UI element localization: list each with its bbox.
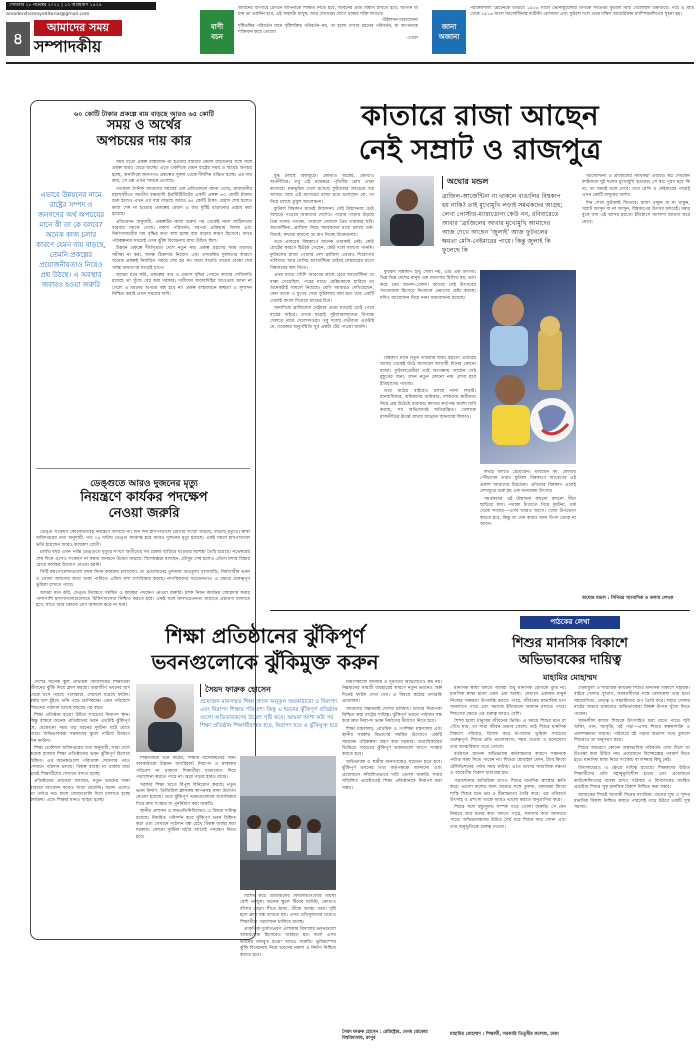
qatar-paragraph: দিন শেষে ফুটবলই জিতবে। রাজা থাকুন বা না থাকুন, সম্রাট আসুন বা না আসুন, বিশ্বকাপের উৎসব চলবেই। মরুর বুকে বসা এই আসর হয়তো ইতিহাসে আলাদা জায়গা করে নেবে। <box>582 200 690 225</box>
reader-paragraph: বর্তমানে অনেক অভিভাবক কর্মব্যস্ততার কারণে সন্তানকে পর্যাপ্ত সময় দিতে পারেন না। শিশুরা মোবাইল ফোন, ট্যাব কিংবা টেলিভিশনের পর্দায় সময় কাটায়। এতে তাদের সামাজিক দক্ষতা ও আবেগীয় বিকাশ বাধাগ্রস্ত হয়। <box>450 752 566 777</box>
education-headline-2: ভবনগুলোকে ঝুঁকিমুক্ত করুন <box>151 650 379 674</box>
qatar-paragraph: ফুটবল বিশ্বকাপ মানেই উন্মাদনা। সেই উন্মাদনার ঢেউ আছড়ে পড়েছে আমাদের দেশেও। পাড়ায় পাড়ায় উড়ছে প্রিয় দলের পতাকা, দেয়ালে দেয়ালে প্রিয় তারকার ছবি। আর্জেন্টিনা, ব্রাজিল নিয়ে সমর্থকদের মধ্যে চলছে তর্ক-বিতর্ক, কখনো কখনো তা রূপ নিচ্ছে উত্তেজনায়। <box>270 207 374 238</box>
editorial-2-subhead-3: নেওয়া জরুরি <box>108 506 180 521</box>
quote-bani-bachan <box>238 6 418 58</box>
editorial-email: amadershomoyeditorial@gmail.com <box>6 12 90 17</box>
editorial-1-subhead-2: অপচয়ের দায় কার <box>96 134 192 149</box>
education-paragraph: দেশের অনেক স্কুল প্রাথমিক বিদ্যালয়ের শিক্ষার্থীরা জীবনের ঝুঁকি নিয়ে ক্লাস করছে। জরাজীর্ণ ভবনের ছাদ থেকে খসে পড়ছে পলেস্তারা, দেয়ালে ধরেছে ফাটল। বর্ষায় ছাদ চুঁইয়ে পানি পড়ে শ্রেণিকক্ষে। এমন পরিবেশে শিশুদের পাঠদান চলছে বছরের পর বছর। <box>30 680 130 711</box>
page-number: ৪ <box>6 22 30 56</box>
education-paragraph: শিক্ষাবিদরা মনে করেন, শিক্ষার মানোন্নয়নের জন্য অবকাঠামো উন্নয়ন অপরিহার্য। নিরাপদ ও স্বাস্থ্যকর পরিবেশ না থাকলে শিক্ষার্থীরা মনোযোগ দিয়ে পড়াশোনা করতে পারে না। ঝরে পড়ার হারও বাড়ে। <box>136 756 236 781</box>
education-paragraph: আমাদের সন্তানরাই দেশের ভবিষ্যৎ। তাদের নিরাপত্তা নিশ্চিত করা রাষ্ট্রের দায়িত্ব। ঝুঁকিপূর্ণ ভবনে পাঠদান বন্ধ করে দ্রুত নিরাপদ ভবন নির্মাণের উদ্যোগ নিতে হবে। <box>342 706 442 725</box>
qatar-paragraph: তবে এবারের বিশ্বকাপে অনেক তারকাই নেই। কেউ চোটের কারণে ছিটকে গেছেন, কেউ দলে জায়গা পাননি। ফুটবলের রাজা পেলের দেশ ব্রাজিল এবারও শিরোপার দাবিদার। আর মেসির আর্জেন্টিনা চাইছে শেষবারের মতো বিশ্বজয়ের স্বাদ নিতে। <box>270 240 374 271</box>
education-author-note: সৈয়দ ফারুক হোসেন : রেজিস্ট্রার, বেগম রোকেয়া বিশ্ববিদ্যালয়, রংপুর <box>342 1030 428 1041</box>
qatar-body-col-5 <box>582 174 690 594</box>
qatar-paragraph: যুদ্ধ চলছে বিশ্বজুড়ে। কোথাও অস্ত্রের, কোথাও অর্থনীতির। তবু এই নভেম্বরে পৃথিবীর চোখ এখন কাতারে। মরুভূমির দেশে বসেছে ফুটবলের সবচেয়ে বড় আসর। আর এই আসরের রাজা হতে চলেছেন কে, তা নিয়ে চলছে তুমুল আলোচনা। <box>270 174 374 205</box>
reader-headline-2: অভিভাবকের দায়িত্ব <box>518 653 622 668</box>
qatar-headline-1: কাতারে রাজা আছেন <box>361 99 599 132</box>
reader-body-col-2 <box>574 686 690 1030</box>
quote-1-author: -উইলসন মারাজোনা <box>381 18 418 23</box>
reader-paragraph: শিশুর সঙ্গে বন্ধুসুলভ সম্পর্ক গড়ে তোলা জরুরি। সে যেন নির্ভয়ে তার মনের কথা বলতে পারে, সমস্যার কথা জানাতে পারে। অভিভাবকদের উচিত ধৈর্য ধরে শিশুর কথা শোনা এবং তার অনুভূতিকে গুরুত্ব দেওয়া। <box>450 805 566 830</box>
editorial-1-pull-quote: এভাবে উন্নয়নের নামে রাষ্ট্রের সম্পদ ও জনগণের অর্থ অপচয়ের মানে কী তা কে বলবে? অনেক কাজ চলার কারণে যেমন ব্যয় বাড়ছে, তেমনি প্রকল্পের প্রয়োজনীয়তাও নিয়েও প্রশ্ন উঠছে। এ অবস্থার জবাবও হওয়া জরুরি <box>36 191 106 289</box>
education-body-col-4 <box>342 680 442 1040</box>
qatar-paragraph: ফুটবল বিশ্বকাপ শুধু খেলা নয়, এটি এক উৎসব। ভিন্ন ভিন্ন দেশের মানুষ এক জায়গায় মিলিত হয়, ভাগ করে নেয় আনন্দ-বেদনা। কাতার সেই উৎসবের আয়োজক হিসেবে নিজেকে প্রমাণের চেষ্টা করছে। যদিও আয়োজন নিয়ে নানা সমালোচনা রয়েছে। <box>380 270 476 301</box>
editorial-1-paragraph: গতকাল দৈনিক আমাদের সময়ের এক প্রতিবেদনে জানা গেছে, রাজধানীর মহাখালীতে জাতীয় বক্ষব্যাধি ইনস্টিটিউটের একটি প্রকল্প ৬০ কোটি টাকায় শুরু হলেও এখন এর ব্যয় বাড়ছে আরও ৬৫ কোটি টাকা। মেয়াদ শেষ হলেও কাজ শেষ না হওয়ায় প্রকল্পের মেয়াদ ও ব্যয় দুটিই বাড়ানোর প্রস্তাব করা হয়েছে। <box>112 186 252 218</box>
portrait-icon <box>136 684 194 752</box>
qatar-pull-quote: ব্রাজিল-আর্জেন্টিনা না থাকলে বাঙালির বিশ্বকাপ হয় নাকি? তাই মুখোমুখি লড়াই সমর্থকদের আগ্রহ; লেখা পোস্টার-ম্যারাডোনা কেউ নন, রবিবারেতে আবার ‘ব্রাজিলের আবার মুখোমুখি আমাদের আজ দেখে আছেন ‘জুলাই’ আজ ফুটবলের ক্ষমতা মেসি-নেইমারের পায়ে। কিন্তু জুলাই কি ফুলেছে কি <box>442 193 563 254</box>
editorial-divider <box>36 468 250 469</box>
reader-paragraph: বিদ্যালয়েরও এ ক্ষেত্রে দায়িত্ব রয়েছে। শিক্ষকদের উচিত শিক্ষার্থীদের প্রতি সহানুভূতিশীল হওয়া এবং প্রয়োজনে কাউন্সেলিংয়ের ব্যবস্থা রাখা। পরিবার ও বিদ্যালয়ের সমন্বিত প্রচেষ্টায় শিশুর সুস্থ মানসিক বিকাশ নিশ্চিত করা সম্ভব। <box>574 765 690 791</box>
education-paragraph: নির্মাণকাজে অনিয়ম ও দুর্নীতির অভিযোগও কম নয়। নিম্নমানের সামগ্রী ব্যবহারের কারণে নতুন ভবনেও অল্প দিনেই ফাটল দেখা দেয়। এ বিষয়ে কঠোর তদারকি প্রয়োজন। <box>342 680 442 705</box>
education-author-name: সৈয়দ ফারুক হোসেন <box>200 684 340 697</box>
reader-author-note: মাহামির মোহাম্মদ : শিক্ষার্থী, সরকারি তিতুমীর কলেজ, ঢাকা <box>450 1032 559 1037</box>
reader-paragraph: সৃজনশীল কাজে শিশুকে উৎসাহিত করা যেতে পারে। ছবি আঁকা, গান, আবৃত্তি, বই পড়া—এসব শিশুর কল্পনাশক্তি ও প্রকাশক্ষমতা বাড়ায়। পরিবারে বই পড়ার অভ্যাস গড়ে তুললে শিশুরাও তা অনুসরণ করে। <box>574 719 690 744</box>
qatar-body-col-2 <box>380 270 476 350</box>
education-paragraph: প্রাকৃতিক দুর্যোগপ্রবণ এলাকায় বিদ্যালয় ভবনগুলো আশ্রয়কেন্দ্র হিসেবেও ব্যবহৃত হয়। ফলে এসব ভবনের মজবুত হওয়া আরও জরুরি। ভূমিকম্পের ঝুঁকি বিবেচনায় নিয়ে ভবনের নকশা ও নির্মাণ নিশ্চিত করতে হবে। <box>240 927 336 958</box>
editorial-1-body <box>112 160 252 460</box>
qatar-bottom-rule <box>270 610 690 611</box>
dateline: সোমবার ২৮ নভেম্বর ২০২২ | ১৩ অগ্রহায়ণ ১৪২৯ <box>6 2 156 10</box>
education-paragraph: অভিভাবক ও স্থানীয় জনগণকেও সচেতন হতে হবে। ঝুঁকিপূর্ণ ভবনের তথ্য কর্তৃপক্ষকে জানানো এবং প্রয়োজনে সম্মিলিতভাবে দাবি তোলা জরুরি। সবার সম্মিলিত প্রচেষ্টাতেই শিক্ষা প্রতিষ্ঠানকে নিরাপদ করা সম্ভব। <box>342 759 442 791</box>
reader-paragraph: আজকের শিশুই আগামী দিনের নাগরিক। তাদের সুস্থ ও সুন্দর মানসিক বিকাশ নিশ্চিত করতে পারলেই গড়ে উঠবে একটি সুস্থ সমাজ। <box>574 792 690 811</box>
qatar-paragraph: আর্জেন্টিনা ও ব্রাজিলের সমর্থকরা এবারও স্বপ্ন দেখছেন ফাইনালে দুই দলের মুখোমুখি হওয়ার। সে স্বপ্ন পূরণ হবে কি না, তা সময়ই বলে দেবে। তবে মেসি ও নেইমারের পায়েই এখন কোটি মানুষের আশা। <box>582 174 690 199</box>
education-pull-quote: প্রয়োজন মানসম্মত শিক্ষা প্রদান অনুকূল অবকাঠামো ও নিরাপদ এবং নিরাপদ শিক্ষার পরিবেশ। কিন্তু এ ধরনের ঝুঁকিপূর্ণ প্রতিষ্ঠান গুলো অভিভাবকদের উদ্বেগ সৃষ্টি করে। আমরা আশা করি সব শিক্ষা প্রতিষ্ঠান শিক্ষার্থীবান্ধব হবে, নিরাপদ হবে ও ঝুঁকিমুক্ত হবে <box>200 699 338 729</box>
qatar-paragraph: অন্যদিকে ব্রাজিলের নেইমার প্রথম ম্যাচেই চোট পেয়ে মাঠের বাইরে। তাকে ছাড়াই সুইজারল্যান্ডের বিপক্ষে খেলতে নামে সেলেসাওরা। তবু দলের গভীরতা এতটাই যে, তারকার অনুপস্থিতি খুব একটা টের পাওয়া যায়নি। <box>270 306 374 331</box>
quote-jana-ajana: পরাক্রমশালী ব্রিটেনকে উড়িয়ে ১৯১৬ সালে ভেনিজুয়েলার বিপক্ষে সর্বপ্রথম ফুটবল ম্যাচ খেলেছিল উরুগুয়ে। পরে এ ম্যাচ থেকে ১৯১৬ সালে আর্জেন্টিনার বাটিস্টা রোসাদো এবং ফুটবল দলে প্রথম দক্ষিণ আমেরিকান চ্যাম্পিয়নশিপের সূচনা হয়। <box>470 6 694 17</box>
editorial-1-paragraph: উন্নয়ন প্রকল্পে দীর্ঘসূত্রতা দেশে নতুন নয়। প্রকল্প গ্রহণের সময় যথাযথ সমীক্ষা না করা, অদক্ষ ঠিকাদার নিয়োগ এবং তদারকির দুর্বলতার কারণে অনেক প্রকল্পই নির্ধারিত সময়ে শেষ হয় না। ফলে বাড়তি ব্যয়ের বোঝা শেষ পর্যন্ত জনগণের ঘাড়েই চাপে। <box>112 246 252 271</box>
qatar-author-photo <box>380 176 434 246</box>
education-paragraph: প্রতিষ্ঠানের প্রধানরা বলছেন, নতুন ভবনের জন্য বারবার আবেদন করেও সাড়া মেলেনি। বরাদ্দ এলেও তা পর্যাপ্ত নয়। ফলে জোড়াতালি দিয়ে চালাতে হচ্ছে কার্যক্রম। এতে শিক্ষার মানও ব্যাহত হচ্ছে। <box>30 779 130 804</box>
qatar-paragraph: কথাই বলতে চেয়েছেন। ভাবছেন কী, কোথায় পৌঁছাবেন তারা। ফুটবল বিশ্বকাপে আবেগের এই প্রকাশ আমাদের চিরচেনা। প্রতিবার বিশ্বকাপ এলেই দেশজুড়ে শুরু হয় এক অন্যরকম উৎসব। <box>480 470 576 495</box>
reader-section-tag: পাঠকের লেখা <box>520 616 620 629</box>
qatar-body-col-4 <box>480 470 576 604</box>
reader-author: মাহামির মোহাম্মদ <box>543 673 597 682</box>
education-paragraph: শিক্ষা প্রতিষ্ঠান হওয়া উচিত সবচেয়ে নিরাপদ স্থান। কিন্তু বাস্তবে অনেক প্রতিষ্ঠানের ভবন এতটাই ঝুঁকিপূর্ণ যে, যেকোনো সময় বড় ধরনের দুর্ঘটনা ঘটে যেতে পারে। অভিভাবকরা সন্তানদের স্কুলে পাঠিয়ে উদ্বেগে দিন কাটান। <box>30 713 130 744</box>
editorial-1-subhead-1: সময় ও অর্থের <box>106 118 182 133</box>
section-title: সম্পাদকীয় <box>34 37 102 56</box>
editorial-1-paragraph: প্রতিবেদন অনুযায়ী, প্রকল্পটির কাজ শুরুর পর থেকেই নানা জটিলতায় বারবার থমকে গেছে। নকশা পরিবর্তন, দরপত্র প্রক্রিয়ায় বিলম্ব এবং নির্মাণসামগ্রীর দাম বৃদ্ধির কথা বলা হচ্ছে ব্যয় বাড়ার কারণ হিসেবে। অথচ পরিকল্পনার সময়েই এসব ঝুঁকি বিবেচনায় রাখা উচিত ছিল। <box>112 219 252 244</box>
reader-body-col-1 <box>450 686 566 1030</box>
reader-paragraph: মানসিক স্বাস্থ্য বলতে আমরা শুধু মানসিক রোগকে বুঝি না। মানসিক স্বাস্থ্য হলো এমন এক অবস্থা, যেখানে একজন মানুষ নিজের সক্ষমতা উপলব্ধি করতে পারে, জীবনের স্বাভাবিক চাপ সামলাতে পারে এবং সমাজে ইতিবাচক অবদান রাখতে পারে। শিশুদের ক্ষেত্রে এর গুরুত্ব আরও বেশি। <box>450 686 566 717</box>
portrait-icon <box>380 176 434 246</box>
education-body-col-3 <box>240 894 336 1040</box>
editorial-2-subhead-1: ডেঙ্গুতে আরও দুজনের মৃত্যু <box>90 479 198 489</box>
education-photo <box>240 756 336 890</box>
qatar-body-col-3 <box>380 356 476 604</box>
quote-tag-bani-bachan: বাণী বচন <box>200 10 234 54</box>
masthead-logo: আমাদের সময় <box>34 20 122 36</box>
editorial-2-paragraph: চলতি বছর এখন পর্যন্ত ডেঙ্গুতে মৃত্যুর সংখ্যা অতীতের সব রেকর্ড ছাড়িয়ে যাওয়ার আশঙ্কা তৈরি হয়েছে। নভেম্বরের শেষ দিকে এসেও সংক্রমণ না কমায় জনমনে উদ্বেগ বাড়ছে। বিশেষজ্ঞরা বলছেন, মৌসুম শেষ হলেও এডিস মশার বিস্তার রোধে কার্যকর উদ্যোগ নেওয়া হয়নি। <box>36 550 250 569</box>
qatar-paragraph: প্রথম ম্যাচে সৌদি আরবের কাছে হেরে আর্জেন্টিনা যে ধাক্কা খেয়েছিল, পরের ম্যাচে মেক্সিকোকে হারিয়ে তা অনেকটাই সামলে নিয়েছে। মেসি আবারও দেখিয়েছেন, কেন তাকে এ যুগের সেরা ফুটবলার বলা হয়। তার একটি গোলই বদলে দিয়েছে ম্যাচের চিত্র। <box>270 273 374 304</box>
education-paragraph: বিশেষ করে গ্রামাঞ্চলের বিদ্যালয়গুলোর অবস্থা বেশি নাজুক। অনেক স্কুলে টিনের ছাউনি, কোথাও বাঁশের বেড়া। শীতে ঠান্ডা, গ্রীষ্মে অসহ্য গরম। বৃষ্টি হলে ক্লাস বন্ধ রাখতে হয়। এসব প্রতিকূলতার মধ্যেও শিক্ষার্থীরা পড়াশোনা চালিয়ে যাচ্ছে। <box>240 894 336 925</box>
education-body-col-2 <box>136 756 236 1040</box>
editorial-2-subhead-2: নিয়ন্ত্রণে কার্যকর পদক্ষেপ <box>80 490 208 505</box>
editorial-1-paragraph: সময় মতো প্রকল্প বাস্তবায়ন না হওয়ায় বারবার মেয়াদ বাড়ানোর সঙ্গে সঙ্গে প্রকল্প ব্যয়ও বেড়ে যাচ্ছে। এতে একদিকে যেমন রাষ্ট্রের সময় ও অর্থের অপচয় হচ্ছে, অন্যদিকে জনগণও প্রকল্পের সুফল থেকে দীর্ঘদিন বঞ্চিত হচ্ছে। এর দায় কার, সে প্রশ্ন এখন সামনে এসেছে। <box>112 160 252 185</box>
education-paragraph: স্থানীয় প্রশাসন ও জনপ্রতিনিধিদেরও এ বিষয়ে দায়িত্ব রয়েছে। নিয়মিত পরিদর্শন করে ঝুঁকিপূর্ণ ভবন চিহ্নিত করা এবং সেখানে পাঠদান বন্ধ রেখে বিকল্প ব্যবস্থা করা দরকার। কোনো দুর্ঘটনা ঘটার আগেই পদক্ষেপ নিতে হবে। <box>136 809 236 840</box>
editorial-1-paragraph: আমরা মনে করি, প্রকল্পের ব্যয় ও মেয়াদ বৃদ্ধির পেছনে কাদের গাফিলতি রয়েছে তা খুঁজে বের করা দরকার। দায়ীদের জবাবদিহির আওতায় আনা না গেলে এ ধরনের অপচয় বন্ধ হবে না। প্রকল্প বাস্তবায়নে স্বচ্ছতা ও সুশাসন নিশ্চিত করাই এখন সময়ের দাবি। <box>112 272 252 298</box>
qatar-paragraph: সমর্থকদের এই উন্মাদনা কখনো কখনো সীমা ছাড়িয়ে যায়। পতাকা টাঙাতে গিয়ে দুর্ঘটনা, তর্ক থেকে সংঘাত—এসব খবরও আসে। খেলা উপভোগ করতে হবে, কিন্তু তা যেন কারও জন্য বিপদ ডেকে না আনে। <box>480 496 576 528</box>
quote-1b-author: -পেলে <box>406 36 418 41</box>
education-body-col-1 <box>30 680 130 1040</box>
editorial-1-headline: ৬০ কোটি টাকার প্রকল্পে ব্যয় বাড়ছে আরও ৬৫ কোটি <box>74 110 214 118</box>
students-classroom-icon <box>240 756 336 890</box>
qatar-author-note: অঘোর মন্ডল : সিনিয়র সাংবাদিক ও কলাম লেখক <box>582 596 674 601</box>
quote-tag-jana-ajana: জানা অজানা <box>432 10 466 54</box>
quote-1-text: জীবনের ব্যাপারে চেতনে আপনাকে শিক্ষিত নিতে হবে, জীবনের প্রতি বিশ্বাস রাখতে হবে; আপনি যা চান তা একদিন হবে, এই সাহসটা রাখুন; আর দেখাবেন লেগে থাকার শক্তি লাগবে। <box>238 6 418 17</box>
qatar-paragraph: তবে মাঠের বাইরেও চলছে নানা লড়াই। মানবাধিকার, শ্রমিকদের অধিকার, দর্শকদের স্বাধীনতা নিয়ে প্রশ্ন উঠেছে বারবার। কাতার কর্তৃপক্ষ অবশ্য দাবি করছে, সব অভিযোগই অতিরঞ্জিত। খেলাকে রাজনীতির ঊর্ধ্বে রাখার আহ্বান জানাচ্ছে ফিফাও। <box>380 389 476 420</box>
reader-paragraph: শৈশব হলো মানুষের জীবনের ভিত্তি। এ সময়ে শিশুর মনে যা গেঁথে যায়, তা সারা জীবন প্রভাব ফেলে। তাই শিশুর মানসিক বিকাশে পরিবার, বিশেষ করে মা-বাবার ভূমিকা সবচেয়ে গুরুত্বপূর্ণ। শিশুর প্রতি ভালোবাসা, সময় দেওয়া ও মনোযোগ তার আত্মবিশ্বাস গড়ে তোলে। <box>450 719 566 750</box>
qatar-author-name: অঘোর মন্ডল <box>442 176 562 189</box>
quote-1b-text: দৃষ্টিভঙ্গির পরিবর্তন মানে দৃষ্টিশক্তির পরিবর্তন নয়, তা হলো দেখার ধরনের পরিবর্তন, যা আপনাকে শক্তিমান করে তোলে। <box>238 24 418 35</box>
education-paragraph: শিক্ষা প্রকৌশল অধিদপ্তরের তথ্য অনুযায়ী, সারা দেশে কয়েক হাজার শিক্ষা প্রতিষ্ঠানের ভবন ঝুঁকিপূর্ণ হিসেবে চিহ্নিত। এর অনেকগুলো পরিত্যক্ত ঘোষণার পরও সেখানে পাঠদান চলছে। বিকল্প ব্যবস্থা না থাকায় বাধ্য হয়েই শিক্ষার্থীদের সেখানে বসতে হচ্ছে। <box>30 746 130 777</box>
qatar-body-col-1 <box>270 174 374 604</box>
reader-paragraph: খেলাধুলা ও শারীরিক কার্যক্রম শিশুর মানসিক বিকাশে সহায়ক। বাইরে খেলার সুযোগ, সমবয়সীদের সঙ্গে মেলামেশা তার মধ্যে সহযোগিতা, নেতৃত্ব ও সহমর্মিতার গুণ তৈরি করে। শহরে খেলার মাঠের অভাব থাকলেও অভিভাবকরা বিকল্প উপায় খুঁজে নিতে পারেন। <box>574 686 690 717</box>
football-players-icon <box>480 270 576 464</box>
world-cup-photo <box>480 270 576 464</box>
education-author-photo <box>136 684 194 752</box>
editorial-2-paragraph: সিটি করপোরেশনগুলো মশক নিধন কার্যক্রম চালালেও তা প্রয়োজনের তুলনায় অপ্রতুল। বাসাবাড়ি, নির্মাণাধীন ভবন ও খোলা জায়গায় জমে থাকা পানিতে এডিস মশা বংশবিস্তার করছে। নাগরিকদের সচেতনতাও এ ক্ষেত্রে গুরুত্বপূর্ণ ভূমিকা রাখতে পারে। <box>36 570 250 589</box>
education-headline-1: শিক্ষা প্রতিষ্ঠানের ঝুঁকিপূর্ণ <box>165 624 365 648</box>
qatar-headline-2: নেই সম্রাট ও রাজপুত্র <box>358 133 602 166</box>
editorial-2-paragraph: আমরা মনে করি, ডেঙ্গু নিয়ন্ত্রণে সমন্বিত ও কার্যকর পদক্ষেপ নেওয়া জরুরি। মশক নিধন কার্যক্রম জোরদার করার পাশাপাশি হাসপাতালগুলোতে চিকিৎসাসেবা নিশ্চিত করতে হবে। একই সঙ্গে জনসচেতনতা বাড়াতে প্রচারণা চালাতে হবে, যাতে আর কোনো প্রাণ অকালে ঝরে না যায়। <box>36 590 250 609</box>
education-paragraph: সরকার শিক্ষা খাতে বিপুল বিনিয়োগ করছে। নতুন ভবন নির্মাণ, ডিজিটাল ক্লাসরুম স্থাপনসহ নানা উদ্যোগ নেওয়া হয়েছে। তবে ঝুঁকিপূর্ণ ভবনগুলোকে অগ্রাধিকার দিয়ে দ্রুত সংস্কার বা পুনর্নির্মাণ করা জরুরি। <box>136 782 236 807</box>
masthead-rule <box>6 62 694 64</box>
qatar-paragraph: বিশ্বকাপ মানে নতুন তারকার জন্ম। হয়তো এবারের আসর থেকেই উঠে আসবেন আগামী দিনের কোনো রাজা। ফুটবলপ্রেমীরা তাই অপেক্ষায় আছেন সেই মুহূর্তের জন্য, যখন নতুন কোনো নাম লেখা হবে ইতিহাসের পাতায়। <box>380 356 476 387</box>
reader-headline-1: শিশুর মানসিক বিকাশে <box>512 636 628 651</box>
reader-paragraph: শিশুর আচরণে কোনো অস্বাভাবিক পরিবর্তন দেখা দিলে তা উপেক্ষা করা উচিত নয়। প্রয়োজনে বিশেষজ্ঞের পরামর্শ নিতে হবে। মানসিক স্বাস্থ্য নিয়ে সংকোচ বা লজ্জার কিছু নেই। <box>574 745 690 764</box>
education-paragraph: শিক্ষা মন্ত্রণালয়, প্রাথমিক ও গণশিক্ষা মন্ত্রণালয় এবং স্থানীয় সরকার বিভাগের সমন্বিত উদ্যোগে একটি সময়বদ্ধ পরিকল্পনা গ্রহণ করা দরকার। অগ্রাধিকারের ভিত্তিতে সবচেয়ে ঝুঁকিপূর্ণ ভবনগুলো আগে সংস্কার করতে হবে। <box>342 726 442 758</box>
reader-paragraph: পড়াশোনার অতিরিক্ত চাপও শিশুর মানসিক স্বাস্থ্যের ক্ষতি করে। ভালো ফলের জন্য অন্যের সঙ্গে তুলনা, বকাঝকা কিংবা শাস্তি শিশুর মনে ভয় ও হীনম্মন্যতা তৈরি করে। এর পরিবর্তে উৎসাহ ও প্রশংসা তাকে আরও ভালো করতে অনুপ্রাণিত করে। <box>450 778 566 803</box>
editorial-2-paragraph: ডেঙ্গু সংক্রমণ কোনোভাবেই নিয়ন্ত্রণে আসছে না। দিন দিন হাসপাতালে রোগীর সংখ্যা বাড়ছে, বাড়ছে মৃত্যুও। স্বাস্থ্য অধিদপ্তরের তথ্য অনুযায়ী, গত ২৪ ঘণ্টায় ডেঙ্গু আক্রান্ত হয়ে আরও দুজনের মৃত্যু হয়েছে। একই সময়ে হাসপাতালে ভর্তি হয়েছেন আরও কয়েকশ রোগী। <box>36 530 250 548</box>
